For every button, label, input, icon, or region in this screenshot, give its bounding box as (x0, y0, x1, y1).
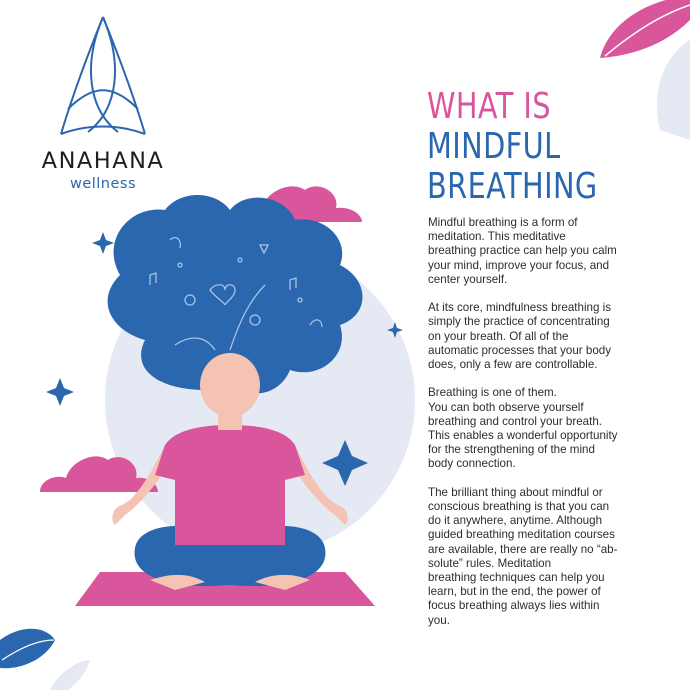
brand-name: ANAHANA (41, 148, 165, 174)
paragraph: The brilliant thing about mindful or conscious breathing is that you can do it anywhere, anytime. Although guided breathing meditation courses are available, there are really no “ab- solute” rules. Meditation breathing techniques can help you learn, but in the end, the power of focus breathing always lies within you. (428, 485, 618, 627)
paragraph: At its core, mindfulness breathing is simply the practice of concentrating on your breath. Of all of the automatic processes that your body does, only a few are controllable. (428, 301, 612, 372)
paragraph: Breathing is one of them. You can both observe yourself breathing and control your breath. This enables a wonderful opportunity for the strengthening of the mind body connection. (428, 386, 618, 471)
anahana-logo-icon (58, 14, 148, 139)
title-line-3: BREATHING (427, 166, 598, 207)
brand-logo (38, 14, 168, 192)
article-body (428, 216, 650, 642)
head (200, 353, 260, 417)
leaf-icon (0, 629, 90, 690)
title-line-1: WHAT IS (427, 86, 551, 127)
page-title (427, 87, 635, 207)
paragraph: Mindful breathing is a form of meditation. This meditative breathing practice can help you calm your mind, improve your focus, and center yourself. (428, 216, 617, 286)
title-line-2: MINDFUL (427, 126, 561, 167)
brand-tagline: wellness (69, 176, 137, 192)
shirt (155, 425, 305, 545)
